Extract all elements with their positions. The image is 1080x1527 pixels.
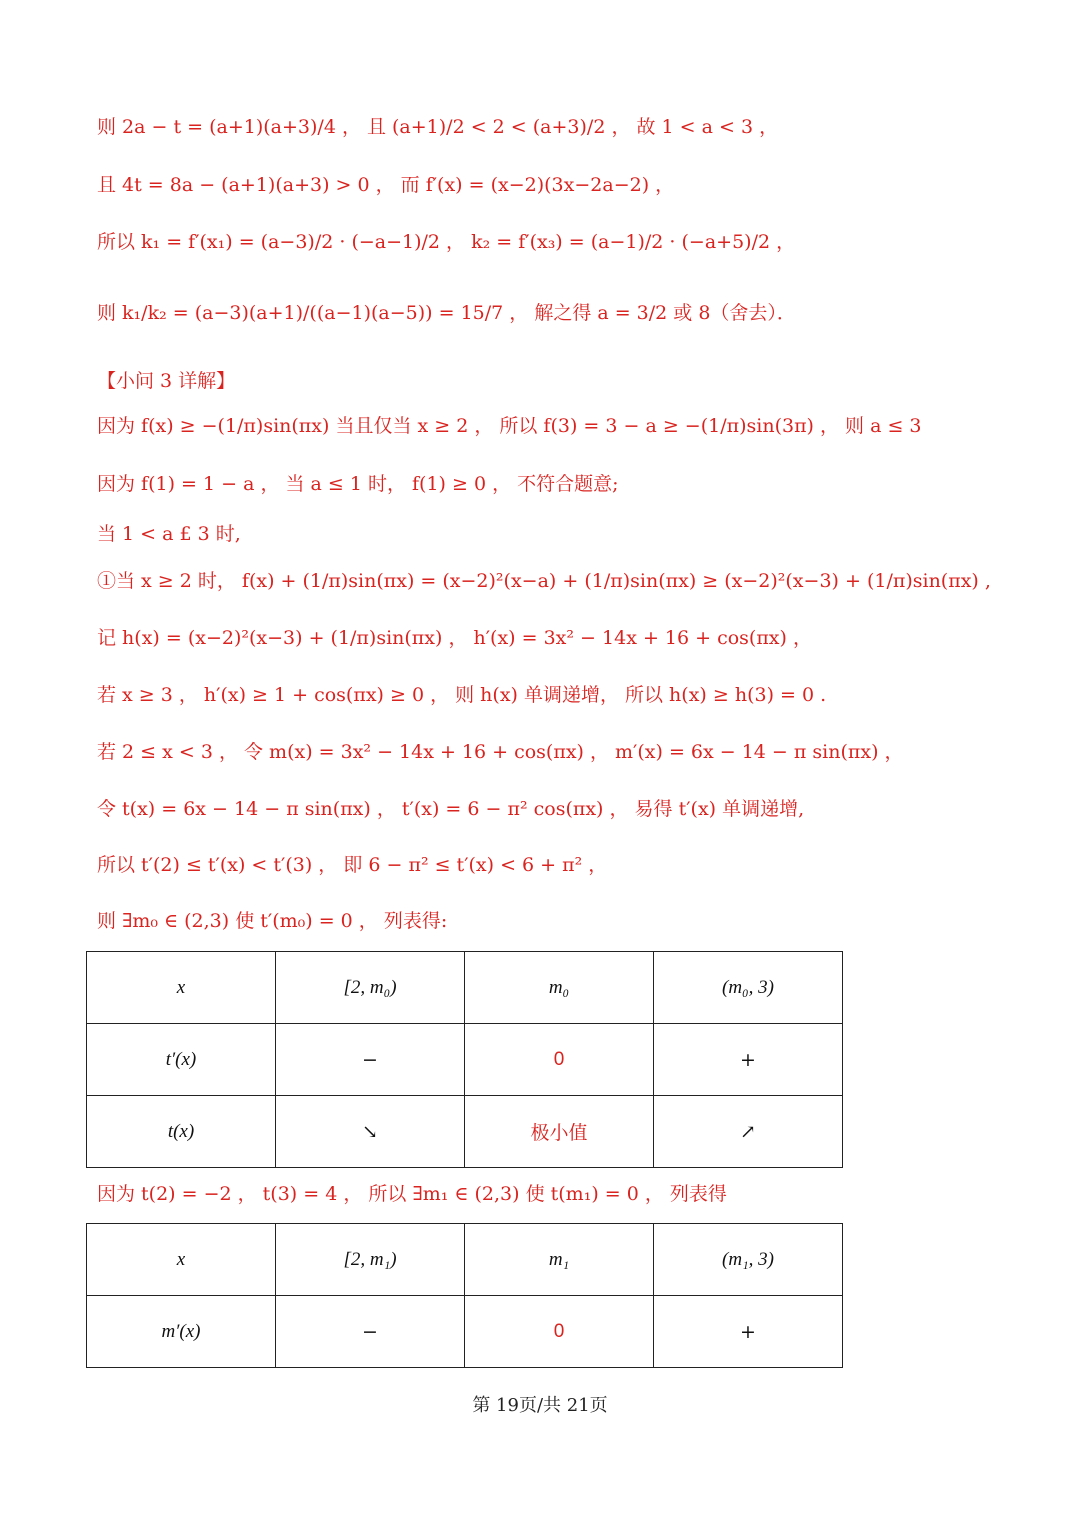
solution-line-6: 因为 f(1) = 1 − a ， 当 a ≤ 1 时， f(1) ≥ 0 ， 不符合题意; <box>97 473 619 495</box>
table-cell: [2, m₁) <box>276 1224 465 1296</box>
solution-line-3: 所以 k₁ = f′(x₁) = (a−3)/2 · (−a−1)/2 ， k₂ = f′(x₃) = (a−1)/2 · (−a+5)/2 ， <box>97 231 796 253</box>
solution-line-9: 记 h(x) = (x−2)²(x−3) + (1/π)sin(πx) ， h′(x) = 3x² − 14x + 16 + cos(πx) ， <box>97 627 812 649</box>
table-cell: t(x) <box>87 1096 276 1168</box>
table-row <box>87 1024 843 1096</box>
table-cell: 0 <box>465 1296 654 1368</box>
table-cell: 极小值 <box>465 1096 654 1168</box>
solution-line-7: 当 1 < a £ 3 时, <box>97 523 241 545</box>
sign-table-t <box>86 951 843 1168</box>
table-cell: m₀ <box>465 952 654 1024</box>
table-cell: (m₀, 3) <box>654 952 843 1024</box>
solution-line-11: 若 2 ≤ x < 3 ， 令 m(x) = 3x² − 14x + 16 + cos(πx) ， m′(x) = 6x − 14 − π sin(πx) ， <box>97 741 904 763</box>
sign-table-m <box>86 1223 843 1368</box>
solution-line-1: 则 2a − t = (a+1)(a+3)/4 ， 且 (a+1)/2 < 2 < (a+3)/2 ， 故 1 < a < 3 ， <box>97 116 779 138</box>
page-footer: 第 19页/共 21页 <box>472 1395 608 1416</box>
table-row <box>87 1224 843 1296</box>
table-cell: [2, m₀) <box>276 952 465 1024</box>
solution-line-14: 则 ∃m₀ ∈ (2,3) 使 t′(m₀) = 0 ， 列表得: <box>97 910 448 932</box>
table-row <box>87 1096 843 1168</box>
solution-line-12: 令 t(x) = 6x − 14 − π sin(πx) ， t′(x) = 6 − π² cos(πx) ， 易得 t′(x) 单调递增, <box>97 798 805 820</box>
table-cell: − <box>276 1296 465 1368</box>
solution-line-13: 所以 t′(2) ≤ t′(x) < t′(3) ， 即 6 − π² ≤ t′(x) < 6 + π² ， <box>97 854 608 876</box>
table-cell: − <box>276 1024 465 1096</box>
solution-line-4: 则 k₁/k₂ = (a−3)(a+1)/((a−1)(a−5)) = 15/7 ， 解之得 a = 3/2 或 8（舍去）． <box>97 302 796 324</box>
table-cell: x <box>87 1224 276 1296</box>
table-cell: 0 <box>465 1024 654 1096</box>
table-cell: (m₁, 3) <box>654 1224 843 1296</box>
table-cell: m′(x) <box>87 1296 276 1368</box>
table-cell: + <box>654 1296 843 1368</box>
table-cell: m₁ <box>465 1224 654 1296</box>
table-cell: x <box>87 952 276 1024</box>
table-cell: t′(x) <box>87 1024 276 1096</box>
solution-line-5: 因为 f(x) ≥ −(1/π)sin(πx) 当且仅当 x ≥ 2 ， 所以 f(3) = 3 − a ≥ −(1/π)sin(3π) ， 则 a ≤ 3 <box>97 415 922 437</box>
solution-line-10: 若 x ≥ 3 ， h′(x) ≥ 1 + cos(πx) ≥ 0 ， 则 h(x) 单调递增， 所以 h(x) ≥ h(3) = 0 . <box>97 684 827 706</box>
table-cell: ↗ <box>654 1096 843 1168</box>
table-cell: + <box>654 1024 843 1096</box>
table-row <box>87 952 843 1024</box>
solution-line-15: 因为 t(2) = −2 ， t(3) = 4 ， 所以 ∃m₁ ∈ (2,3) 使 t(m₁) = 0 ， 列表得 <box>97 1183 727 1205</box>
table-cell: ↘ <box>276 1096 465 1168</box>
section-heading: 【小问 3 详解】 <box>97 370 236 392</box>
table-row <box>87 1296 843 1368</box>
solution-line-2: 且 4t = 8a − (a+1)(a+3) > 0 ， 而 f′(x) = (x−2)(3x−2a−2) ， <box>97 174 675 196</box>
solution-line-8: ①当 x ≥ 2 时， f(x) + (1/π)sin(πx) = (x−2)²(x−a) + (1/π)sin(πx) ≥ (x−2)²(x−3) + (1/π)sin(πx) , <box>97 570 991 592</box>
